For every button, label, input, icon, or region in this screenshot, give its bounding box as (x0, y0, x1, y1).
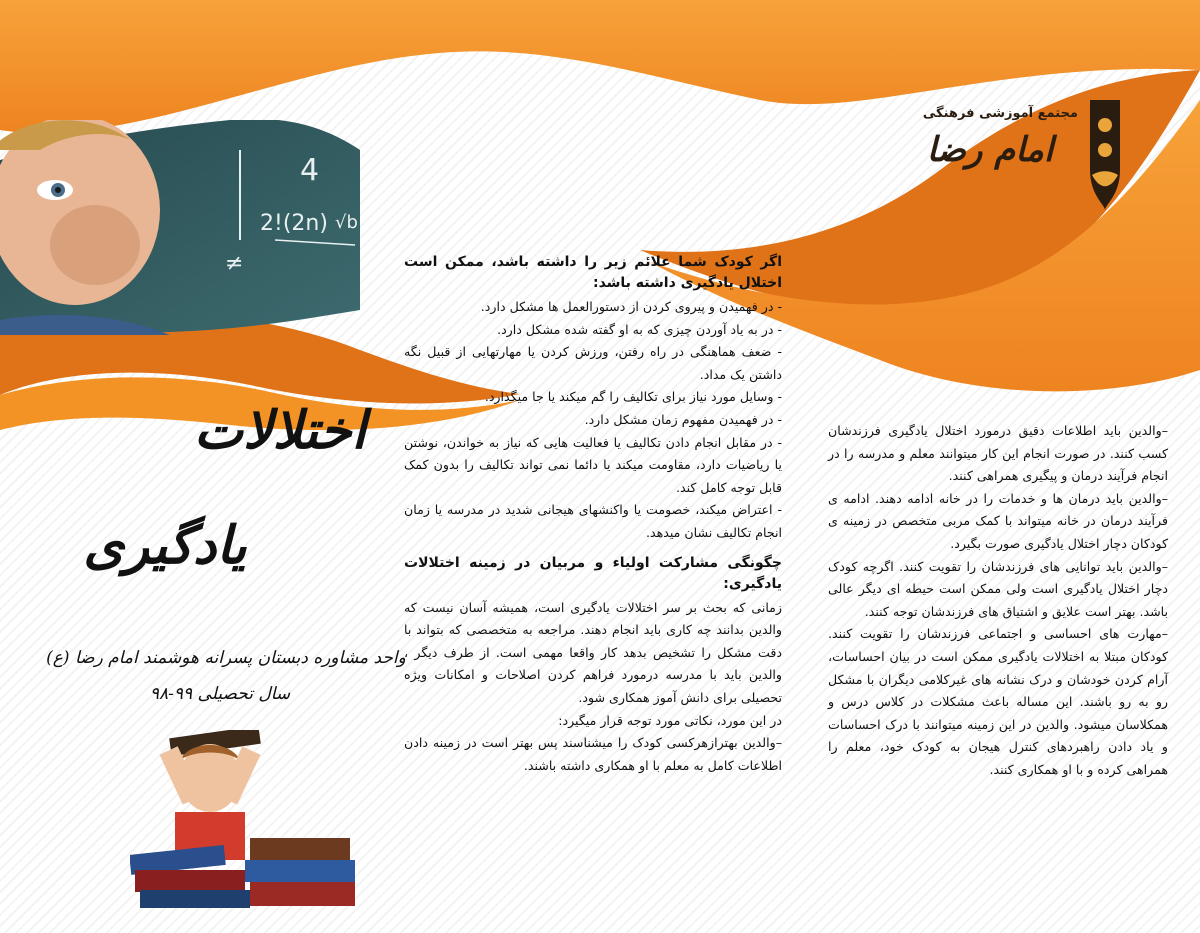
parents-tips-column (828, 420, 1168, 782)
list-item: - وسایل مورد نیاز برای تکالیف را گم میکند یا جا میگذارد. (484, 389, 782, 405)
list-item: - در فهمیدن مفهوم زمان مشکل دارد. (584, 411, 782, 427)
title-line-2: یادگیری (83, 515, 247, 576)
paragraph: –والدین بهترازهرکسی کودک را میشناسند پس بهتر است در زمینه دادن اطلاعات کامل به معلم با او همکاری داشته باشند. (404, 735, 782, 773)
list-item: - ضعف هماهنگی در راه رفتن، ورزش کردن یا مهارتهایی از قبیل نگه داشتن یک مداد. (404, 344, 782, 382)
paragraph: در این مورد، نکاتی مورد توجه قرار میگیرد: (558, 712, 782, 728)
chalk-formula: 2!(2n) (260, 211, 328, 236)
title-line-1: اختلالات (194, 400, 366, 461)
symptoms-heading: اگر کودک شما علائم زیر را داشته باشد، ممکن است اختلال یادگیری داشته باشد: (404, 254, 782, 291)
school-year: سال تحصیلی ۹۹-۹۸ (149, 684, 291, 704)
list-item: - در به یاد آوردن چیزی که به او گفته شده مشکل دارد. (497, 321, 782, 337)
logo-name: امام رضا (926, 130, 1054, 170)
paragraph: –والدین باید درمان ها و خدمات را در خانه ادامه دهند. ادامه ی فرآیند درمان در خانه میتواند با کمک مربی متخصص در زمینه ی کودکان دچار اختلال یادگیری صورت بگیرد. (828, 490, 1168, 551)
list-item: - در فهمیدن و پیروی کردن از دستورالعمل ها مشکل دارد. (480, 299, 782, 314)
boy-chalkboard-photo (0, 120, 360, 360)
list-item: - اعتراض میکند، خصومت یا واکنشهای هیجانی شدید در مدرسه یا زمان انجام تکالیف نشان میدهد. (404, 502, 782, 540)
chalk-symbol: ≠ (225, 251, 244, 276)
symptoms-column (404, 252, 782, 777)
paragraph: –والدین باید اطلاعات دقیق درمورد اختلال یادگیری فرزندشان کسب کنند. در صورت انجام این کار میتوانند معلم و مدرسه را در انجام فرآیند درمان و پیگیری همراهی کنند. (828, 423, 1168, 484)
paragraph: –مهارت های احساسی و اجتماعی فرزندشان را تقویت کنند. کودکان مبتلا به اختلالات یادگیری ممکن است در بیان احساسات، آرام کردن خودشان و درک نشانه های غیرکلامی دیگران با مشکل رو به رو باشند. این مساله باعث مشکلات در کلاس درس و همکلاسان میشود. والدین در این زمینه میتوانند با درک احساسات و یاد دادن راهبردهای کنترل هیجان به کودک خود، معلم را همراهی کرده و با او همکاری کنند. (828, 626, 1168, 777)
counseling-unit: واحد مشاوره دبستان پسرانه هوشمند امام رضا (ع) (46, 648, 406, 668)
paragraph: –والدین باید توانایی های فرزندشان را تقویت کنند. اگرچه کودک دچار اختلال یادگیری است ولی ممکن است حیطه ای دیگر عالی باشد. بهتر است علایق و اشتیاق های فرزندشان توجه کنند. (828, 558, 1168, 619)
paragraph: زمانی که بحث بر سر اختلالات یادگیری است، همیشه آسان نیست که والدین بدانند چه کاری باید انجام دهند. مراجعه به متخصصی که بتواند با دقت مشکل را تشخیص بدهد کار واقعا مهمی است. از طرف دیگر ، والدین باید با مدرسه درمورد فراهم کردن اصلاحات و امکانات ویژه تحصیلی برای دانش آموز همکاری شود. (404, 599, 782, 705)
boy-books-photo (130, 730, 360, 910)
chalk-text-4: 4 (300, 153, 320, 188)
chalk-root: √b (335, 212, 358, 233)
logo-emblem-icon (1080, 100, 1130, 210)
list-item: - در مقابل انجام دادن تکالیف یا فعالیت هایی که نیاز به خواندن، نوشتن یا ریاضیات دارد، مقاومت میکند یا دائما نمی تواند تکالیف را بدون کمک قابل توجه کامل کند. (404, 434, 782, 495)
participation-heading: چگونگی مشارکت اولیاء و مربیان در زمینه اختلالات یادگیری: (404, 554, 782, 592)
logo (890, 100, 1130, 210)
logo-subtitle: مجتمع آموزشی فرهنگی (922, 106, 1078, 121)
